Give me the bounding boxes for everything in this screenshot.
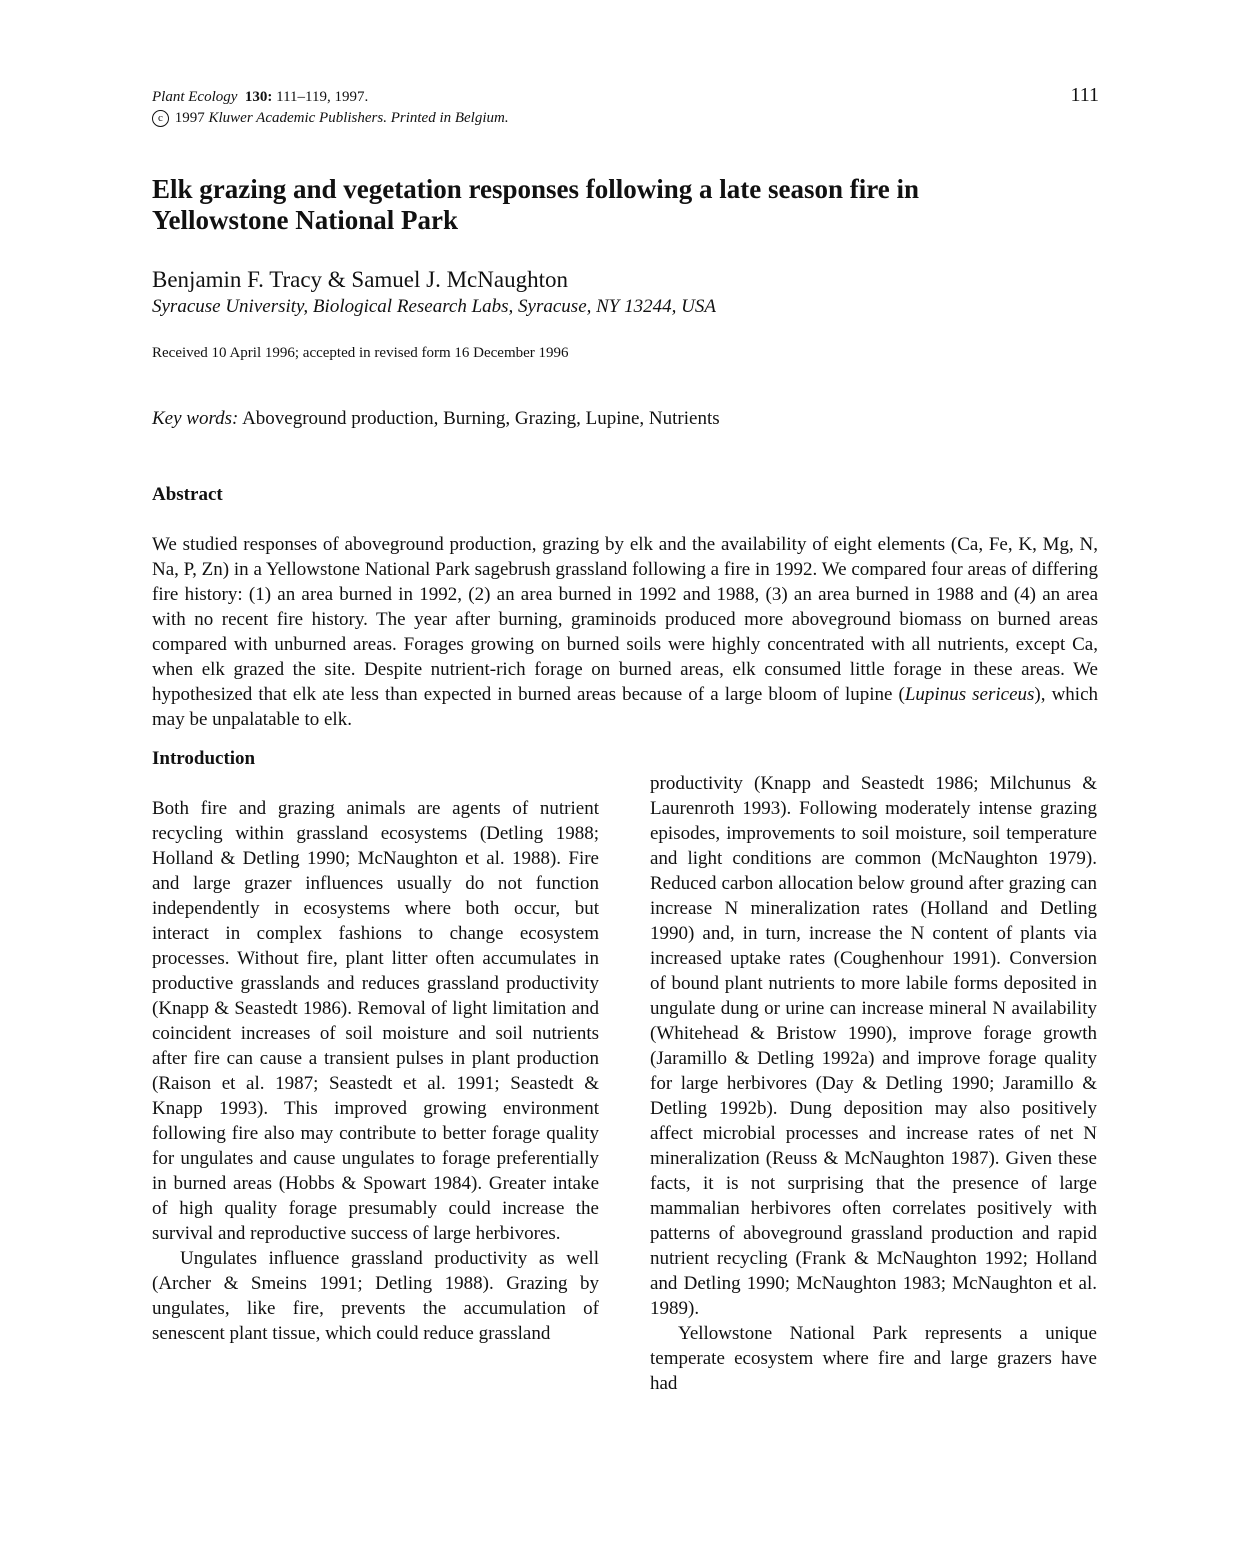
keywords xyxy=(152,408,720,430)
abstract-species: Lupinus sericeus xyxy=(904,684,1035,705)
right-column xyxy=(650,771,1097,1396)
journal-citation xyxy=(152,87,509,129)
paper-title: Elk grazing and vegetation responses following a late season fire in Yellowstone National Park xyxy=(152,174,920,235)
page-number: 111 xyxy=(1070,84,1099,106)
affiliation: Syracuse University, Biological Research Labs, Syracuse, NY 13244, USA xyxy=(152,296,716,317)
introduction-heading: Introduction xyxy=(152,748,256,769)
journal-volume: 130: xyxy=(244,89,273,105)
copyright-icon: c xyxy=(152,110,169,127)
authors: Benjamin F. Tracy & Samuel J. McNaughton xyxy=(152,267,568,292)
copyright-line xyxy=(152,108,509,129)
keywords-label: Key words: xyxy=(152,408,239,429)
intro-paragraph-2: Ungulates influence grassland productivity as well (Archer & Smeins 1991; Detling 1988). Grazing by ungulates, like fire, prevents the accumulation of senescent plant tissue, which could reduce grassland xyxy=(152,1248,599,1344)
keywords-value: Aboveground production, Burning, Grazing, Lupine, Nutrients xyxy=(242,408,720,429)
journal-pages-year: 111–119, 1997. xyxy=(276,89,369,105)
journal-name: Plant Ecology xyxy=(152,89,238,105)
abstract-text-after: ), which may be unpalatable to elk. xyxy=(152,684,1099,730)
intro-paragraph-3: Yellowstone National Park represents a unique temperate ecosystem where fire and large grazers have had xyxy=(650,1323,1097,1394)
journal-line xyxy=(152,87,509,108)
left-column xyxy=(152,746,599,1346)
abstract-text xyxy=(152,532,1098,732)
intro-paragraph-1: Both fire and grazing animals are agents of nutrient recycling within grassland ecosystems (Detling 1988; Holland & Detling 1990; McNaughton et al. 1988). Fire and large grazer influences usually do not function independently in ecosystems where both occur, but interact in complex fashions to change ecosystem processes. Without fire, plant litter often accumulates in productive grasslands and reduces grassland productivity (Knapp & Seastedt 1986). Removal of light limitation and coincident increases of soil moisture and soil nutrients after fire can cause a transient pulses in plant production (Raison et al. 1987; Seastedt et al. 1991; Seastedt & Knapp 1993). This improved growing environment following fire also may contribute to better forage quality for ungulates and cause ungulates to forage preferentially in burned areas (Hobbs & Spowart 1984). Greater intake of high quality forage presumably could increase the survival and reproductive success of large herbivores. xyxy=(152,798,599,1244)
copyright-year: 1997 xyxy=(174,110,205,126)
abstract-heading: Abstract xyxy=(152,484,223,505)
publisher: Kluwer Academic Publishers. Printed in Belgium. xyxy=(208,110,509,126)
received-dates: Received 10 April 1996; accepted in revised form 16 December 1996 xyxy=(152,345,569,361)
abstract-text-before: We studied responses of aboveground production, grazing by elk and the availability of eight elements (Ca, Fe, K, Mg, N, Na, P, Zn) in a Yellowstone National Park sagebrush grassland following a fire in 1992. We compared four areas of differing fire history: (1) an area burned in 1992, (2) an area burned in 1992 and 1988, (3) an area burned in 1988 and (4) an area with no recent fire history. The year after burning, graminoids produced more aboveground biomass on burned areas compared with unburned areas. Forages growing on burned soils were highly concentrated with all nutrients, except Ca, when elk grazed the site. Despite nutrient-rich forage on burned areas, elk consumed little forage in these areas. We hypothesized that elk ate less than expected in burned areas because of a large bloom of lupine ( xyxy=(152,534,1098,705)
intro-paragraph-2-continued: productivity (Knapp and Seastedt 1986; Milchunus & Laurenroth 1993). Following moderately intense grazing episodes, improvements to soil moisture, soil temperature and light conditions are common (McNaughton 1979). Reduced carbon allocation below ground after grazing can increase N mineralization rates (Holland and Detling 1990) and, in turn, increase the N content of plants via increased uptake rates (Coughenhour 1991). Conversion of bound plant nutrients to more labile forms deposited in ungulate dung or urine can increase mineral N availability (Whitehead & Bristow 1990), improve forage growth (Jaramillo & Detling 1992a) and improve forage quality for large herbivores (Day & Detling 1990; Jaramillo & Detling 1992b). Dung deposition may also positively affect microbial processes and increase rates of net N mineralization (Reuss & McNaughton 1987). Given these facts, it is not surprising that the presence of large mammalian herbivores often correlates positively with patterns of aboveground grassland production and rapid nutrient recycling (Frank & McNaughton 1992; Holland and Detling 1990; McNaughton 1983; McNaughton et al. 1989). xyxy=(650,773,1097,1319)
